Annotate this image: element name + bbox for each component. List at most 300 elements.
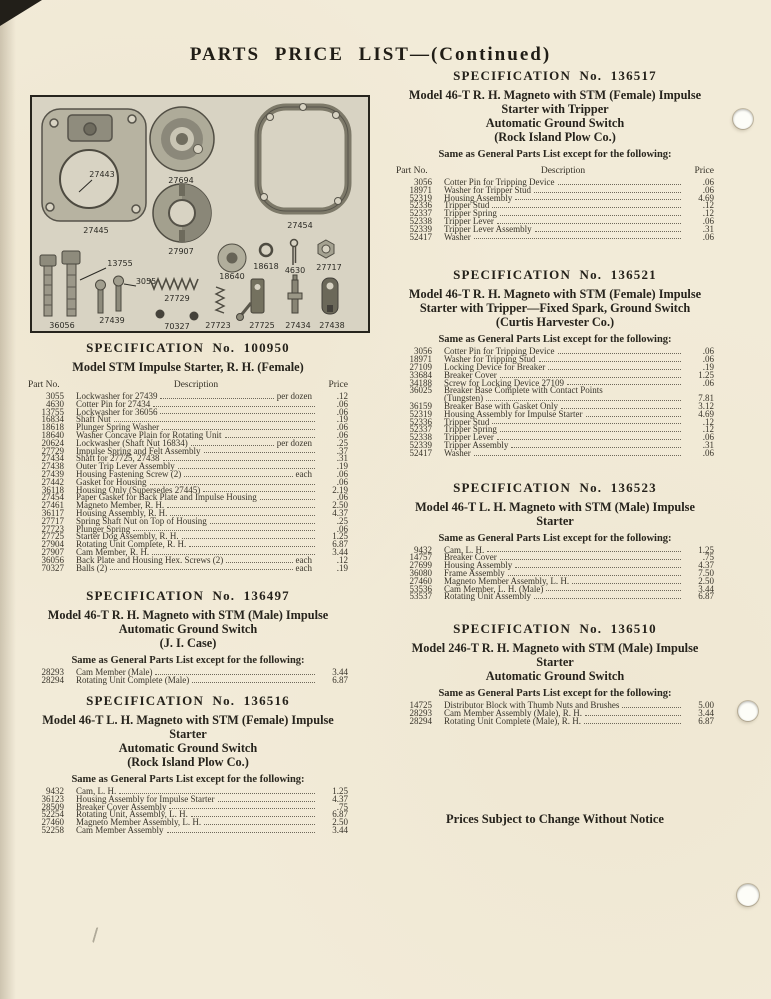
same-as-note: Same as General Parts List except for the following: [438,532,672,544]
dot-leader [558,184,682,185]
price-cell: 2.19 [332,484,348,495]
dot-leader [572,583,681,584]
unit-cell: each [295,554,312,565]
price-cell: .31 [702,439,714,450]
price-cell: 6.87 [332,675,348,686]
model-title [396,641,714,683]
part-number-cell: 28293 [41,667,64,678]
punch-hole [733,109,753,129]
price-cell: 4.37 [698,560,714,571]
price-cell: 6.87 [332,809,348,820]
part-number-cell: 18618 [41,422,64,433]
part-number-cell: 52337 [409,208,432,219]
part-number-cell: 27460 [409,575,432,586]
part-number-cell: 27907 [41,546,64,557]
part-number-label: 36056 [49,321,75,330]
description-cell: Tripper Spring [444,424,497,435]
description-cell: Locking Device for Breaker [444,361,546,372]
spec-heading: SPECIFICATION No. 136497 [86,588,290,604]
dot-leader [500,431,681,432]
description-cell: Lockwasher for 27439 [76,391,158,401]
dot-leader [500,215,681,216]
description-cell: Cam Member, R. H. [76,546,150,557]
part-number-cell: 52417 [409,447,432,458]
table-row [28,562,348,573]
part-number-cell: 52319 [409,192,432,203]
part-number-label: 13755 [107,259,133,268]
price-cell: .37 [336,445,348,456]
part-number-cell: 36025 [409,385,432,396]
part-number-cell: 52339 [409,439,432,450]
model-title [28,360,348,374]
small-washer-part [260,244,272,256]
description-cell: Cam, L. H. [444,544,485,555]
part-number-cell: 27725 [41,531,64,542]
description-cell: Tripper Stud [444,416,490,427]
description-cell: Cam Member Assembly [76,824,164,835]
price-cell: 4.37 [332,507,348,518]
price-cell: .06 [336,523,348,534]
part-number-cell: 27729 [41,445,64,456]
dot-leader [622,707,681,708]
part-number-label: 27694 [168,176,194,185]
part-number-cell: 27723 [41,523,64,534]
parts-table [396,702,714,725]
model-line: Starter with Tripper [501,102,609,116]
part-number-cell: 27461 [41,500,64,511]
spec-section [28,340,348,572]
price-cell: .06 [702,215,714,226]
model-title [396,287,714,329]
part-number-cell: 27699 [409,560,432,571]
part-number-cell: 28293 [409,707,432,718]
part-number-cell: 52417 [409,231,432,242]
back-plate-part [42,109,146,221]
description-cell: Cotter Pin for Tripping Device [444,177,555,187]
spec-heading: SPECIFICATION No. 136516 [86,692,290,708]
description-cell: Breaker Base Complete with Contact Points [444,385,603,396]
description-cell: Cotter Pin for Tripping Device [444,346,555,357]
col-header-price: Price [694,166,714,176]
part-number-label: 27438 [319,321,345,330]
description-cell: Frame Assembly [444,567,505,578]
model-title [396,88,714,144]
model-line: Starter [536,513,574,528]
description-cell: Impulse Spring and Felt Assembly [76,445,201,456]
dot-leader [487,551,681,552]
dot-leader [535,231,681,232]
description-cell: Housing Assembly [444,560,513,571]
part-number-label: 27454 [287,221,313,230]
parts-table [396,348,714,457]
dot-leader [226,562,292,563]
part-number-cell: 27434 [41,453,64,464]
part-number-cell: 9432 [46,785,64,796]
model-title [396,500,714,528]
part-number-cell: 27109 [409,361,432,372]
dot-leader [584,723,681,724]
description-cell: Washer [444,447,471,458]
price-cell: .19 [702,361,714,372]
part-number-cell: 27904 [41,539,64,550]
part-number-cell: 27454 [41,492,64,503]
price-cell: 3.44 [332,546,348,557]
model-line: Model 46-T R. H. Magneto with STM (Female) Impulse [408,88,702,102]
model-title [28,608,348,650]
dot-leader [260,499,315,500]
part-number-cell: 36123 [41,793,64,804]
part-number-cell: 18971 [409,184,432,195]
dot-leader [474,238,681,239]
same-as-note: Same as General Parts List except for the following: [71,655,305,667]
description-cell: Cam, L. H. [76,785,117,796]
price-cell: .06 [336,468,348,479]
table-row [396,715,714,726]
description-cell: Washer Concave Plain for Rotating Unit [76,429,222,440]
spec-section [28,693,348,835]
dot-leader [534,598,681,599]
model-line: Model 46-T R. H. Magneto with STM (Female) Impulse [408,287,702,302]
price-cell: .06 [702,184,714,195]
dot-leader [160,398,273,399]
price-cell: .19 [336,461,348,472]
part-number-label: 27445 [83,226,109,235]
spec-section [28,588,348,685]
description-cell: Washer [444,231,471,242]
punch-hole [737,884,759,906]
price-cell: .06 [336,492,348,503]
nut-part [318,240,334,258]
description-cell: Shaft Nut [76,414,111,425]
dot-leader [204,452,316,453]
page-title: PARTS PRICE LIST—(Continued) [189,44,552,65]
description-cell: Magneto Member Assembly, L. H. [76,817,202,828]
part-number-cell: 14757 [409,552,432,563]
description-cell: Rotating Unit Complete, R. H. [76,539,187,550]
dot-leader [192,682,315,683]
description-cell: (Tungsten) [444,393,484,404]
description-cell: Housing Assembly, R. H. [76,507,168,518]
price-cell: .19 [336,414,348,425]
right-column [396,64,714,726]
part-number-cell: 36056 [41,554,64,565]
description-cell: Lockwasher for 36056 [76,406,158,417]
description-cell: Tripper Stud [444,200,490,211]
description-cell: Housing Assembly [444,192,513,203]
dot-leader [511,447,681,448]
description-cell: Cam Member, L. H. (Male) [444,583,544,594]
price-cell: .06 [336,422,348,433]
part-number-cell: 18640 [41,429,64,440]
dot-leader [191,816,315,817]
description-cell: Paper Gasket for Back Plate and Impulse Housing [76,492,257,503]
table-row [28,677,348,685]
col-header-part-no: Part No. [396,166,428,176]
part-number-cell: 28509 [41,801,64,812]
dot-leader [585,715,681,716]
part-number-cell: 53537 [409,591,432,602]
dot-leader [586,416,682,417]
dot-leader [548,369,681,370]
price-cell: .12 [702,200,714,211]
spec-section [396,480,714,602]
model-line: (Rock Island Plow Co.) [494,130,616,144]
model-line: Model 46-T R. H. Magneto with STM (Male) Impulse [47,608,329,623]
cam-member-part [153,184,211,242]
dot-leader [497,439,681,440]
spec-heading: SPECIFICATION No. 136510 [453,621,657,637]
price-cell: .06 [702,231,714,242]
part-number-cell: 36080 [409,567,432,578]
part-number-cell: 52319 [409,408,432,419]
part-number-cell: 52254 [41,809,64,820]
description-cell: Magneto Member, R. H. [76,500,165,511]
same-as-note: Same as General Parts List except for the following: [71,773,305,785]
price-cell: 3.44 [698,707,714,718]
part-number-cell: 13755 [41,406,64,417]
price-cell: 1.25 [698,369,714,380]
spec-heading: SPECIFICATION No. 136523 [453,479,657,495]
part-number-cell: 36159 [409,400,432,411]
unit-cell: each [295,562,312,573]
price-cell: 3.12 [698,400,714,411]
scan-corner-mark [0,0,42,26]
part-number-cell: 33684 [409,369,432,380]
table-row [396,593,714,601]
price-cell: .06 [702,346,714,357]
price-cell: .75 [336,801,348,812]
part-number-cell: 28294 [409,715,432,726]
price-cell: .06 [336,476,348,487]
description-cell: Screw for Locking Device 27109 [444,377,564,388]
dot-leader [167,507,315,508]
description-cell: Magneto Member Assembly, L. H. [444,575,570,586]
dot-leader [546,590,681,591]
same-as-note: Same as General Parts List except for the following: [438,149,672,160]
price-cell: .12 [702,208,714,219]
col-header-description: Description [540,166,586,176]
price-cell: 3.44 [332,667,348,678]
part-number-cell: 53536 [409,583,432,594]
dot-leader [110,569,292,570]
flange-part [150,107,214,171]
part-number-cell: 36118 [41,484,64,495]
parts-table [28,669,348,685]
description-cell: Rotating Unit Assembly [444,591,532,602]
part-number-label: 18640 [219,272,245,281]
part-number-label: 18618 [253,262,279,271]
trip-lever-part [322,278,338,314]
description-cell: Cam Member (Male) [76,667,153,678]
part-number-cell: 36117 [41,507,64,518]
part-number-label: 27725 [249,321,275,330]
part-number-cell: 16834 [41,414,64,425]
dot-leader [191,445,274,446]
parts-table [396,179,714,241]
part-number-cell: 52338 [409,215,432,226]
price-cell: 2.50 [332,817,348,828]
price-cell: 5.00 [698,700,714,711]
model-line: Starter [169,726,207,741]
part-number-cell: 70327 [41,562,64,573]
price-cell: 6.87 [698,591,714,602]
model-line: Model 246-T R. H. Magneto with STM (Male) Impulse [411,641,699,656]
price-cell: .06 [336,429,348,440]
description-cell: Breaker Cover Assembly [76,801,167,812]
description-cell: Starter Dog Assembly, R. H. [76,531,179,542]
dot-leader [153,406,315,407]
col-header-price: Price [328,380,348,390]
pencil-mark [92,927,106,945]
table-row [396,447,714,458]
spec-heading: SPECIFICATION No. 136517 [453,68,657,83]
model-line: Starter with Tripper—Fixed Spark, Ground Switch [419,301,691,316]
price-cell: .06 [702,354,714,365]
price-cell: .06 [336,398,348,409]
part-number-cell: 52336 [409,416,432,427]
price-cell: 3.44 [332,824,348,835]
spec-section [396,68,714,241]
description-cell: Tripper Lever [444,215,494,226]
part-number-label: 3055 [135,277,157,286]
dot-leader [167,832,316,833]
part-number-label: 27729 [164,294,190,303]
price-cell: .31 [336,453,348,464]
price-cell: 4.69 [698,408,714,419]
part-number-cell: 3056 [414,177,432,187]
part-number-cell: 27438 [41,461,64,472]
dot-leader [218,801,316,802]
dot-leader [558,353,682,354]
dot-leader [169,808,315,809]
part-number-label: 27443 [89,170,115,179]
price-cell: .06 [702,377,714,388]
part-number-cell: 34188 [409,377,432,388]
part-number-cell: 52337 [409,424,432,435]
part-number-cell: 27439 [41,468,64,479]
description-cell: Outer Trip Lever Assembly [76,461,175,472]
description-cell: Breaker Cover [444,369,497,380]
dot-leader [182,538,315,539]
model-line: (Curtis Harvester Co.) [495,315,615,330]
model-line: Model 46-T L. H. Magneto with STM (Female) Impulse [42,712,334,727]
model-line: Model 46-T L. H. Magneto with STM (Male) Impulse [415,499,695,514]
dot-leader [515,567,681,568]
price-cell: 6.87 [698,715,714,726]
dot-leader [515,199,681,200]
part-number-label: 27723 [205,321,231,330]
dot-leader [163,460,316,461]
price-cell: 3.44 [698,583,714,594]
price-cell: .12 [702,416,714,427]
part-number-cell: 20624 [41,437,64,448]
dot-leader [160,413,315,414]
description-cell: Tripper Spring [444,208,497,219]
part-number-label: 70327 [164,322,190,331]
unit-cell: each [295,468,312,479]
model-line: Starter [536,655,574,670]
dot-leader [500,559,681,560]
description-cell: Gasket for Housing [76,476,147,487]
left-column [28,336,348,835]
part-number-cell: 52258 [41,824,64,835]
part-number-cell: 52336 [409,200,432,211]
price-cell: 1.25 [332,531,348,542]
unit-cell: per dozen [276,437,312,448]
washer-part [218,244,246,272]
description-cell: Rotating Unit Complete (Male), R. H. [444,715,581,726]
unit-cell: per dozen [276,391,312,401]
ball-part [156,310,165,319]
price-cell: 1.25 [698,544,714,555]
price-cell: .12 [702,424,714,435]
price-cell: .12 [336,391,348,401]
part-number-cell: 52339 [409,223,432,234]
description-cell: Lockwasher (Shaft Nut 16834) [76,437,188,448]
footer-note: Prices Subject to Change Without Notice [446,812,664,826]
table-row [396,231,714,242]
price-cell: .31 [702,223,714,234]
price-cell: 6.87 [332,539,348,550]
spec-section [396,267,714,457]
description-cell: Shaft for 27725, 27438 [76,453,160,464]
price-cell: 4.69 [698,192,714,203]
description-cell: Spring Shaft Nut on Top of Housing [76,515,207,526]
spec-section [396,621,714,725]
description-cell: Tripper Lever [444,432,494,443]
same-as-note: Same as General Parts List except for the following: [438,688,672,700]
model-line: Automatic Ground Switch [118,740,258,755]
part-number-cell: 14725 [409,700,432,711]
part-number-label: 27717 [316,263,342,272]
dot-leader [474,455,681,456]
description-cell: Housing Only (Supersedes 27445) [76,484,201,495]
table-header [396,166,714,176]
model-line: (J. I. Case) [159,636,217,651]
model-line: Automatic Ground Switch [118,622,258,637]
description-cell: Washer for Tripper Stud [444,184,532,195]
description-cell: Tripper Lever Assembly [444,223,532,234]
price-cell: 7.81 [698,393,714,404]
description-cell: Tripper Assembly [444,439,509,450]
price-cell: .06 [702,447,714,458]
description-cell: Housing Assembly for Impulse Starter [444,408,583,419]
price-cell: .19 [336,562,348,573]
dot-leader [178,468,315,469]
part-number-cell: 27717 [41,515,64,526]
price-cell: .75 [702,552,714,563]
description-cell: Balls (2) [76,562,108,573]
parts-photo [30,95,370,333]
parts-table [28,785,348,835]
part-number-cell: 27460 [41,817,64,828]
price-cell: 1.25 [332,785,348,796]
col-header-description: Description [173,380,219,390]
description-cell: Rotating Unit, Assembly, L. H. [76,809,188,820]
description-cell: Housing Fastening Screw (2) [76,468,182,479]
description-cell: Cam Member Assembly (Male), R. H. [444,707,582,718]
part-number-cell: 27442 [41,476,64,487]
parts-table [28,393,348,572]
price-cell: .06 [702,432,714,443]
parts-table [396,544,714,602]
dot-leader [184,476,292,477]
description-cell: Plunger Spring [76,523,131,534]
description-cell: Rotating Unit Complete (Male) [76,675,190,686]
description-cell: Housing Assembly for Impulse Starter [76,793,215,804]
part-number-cell: 18971 [409,354,432,365]
part-number-label: 4630 [284,266,306,275]
